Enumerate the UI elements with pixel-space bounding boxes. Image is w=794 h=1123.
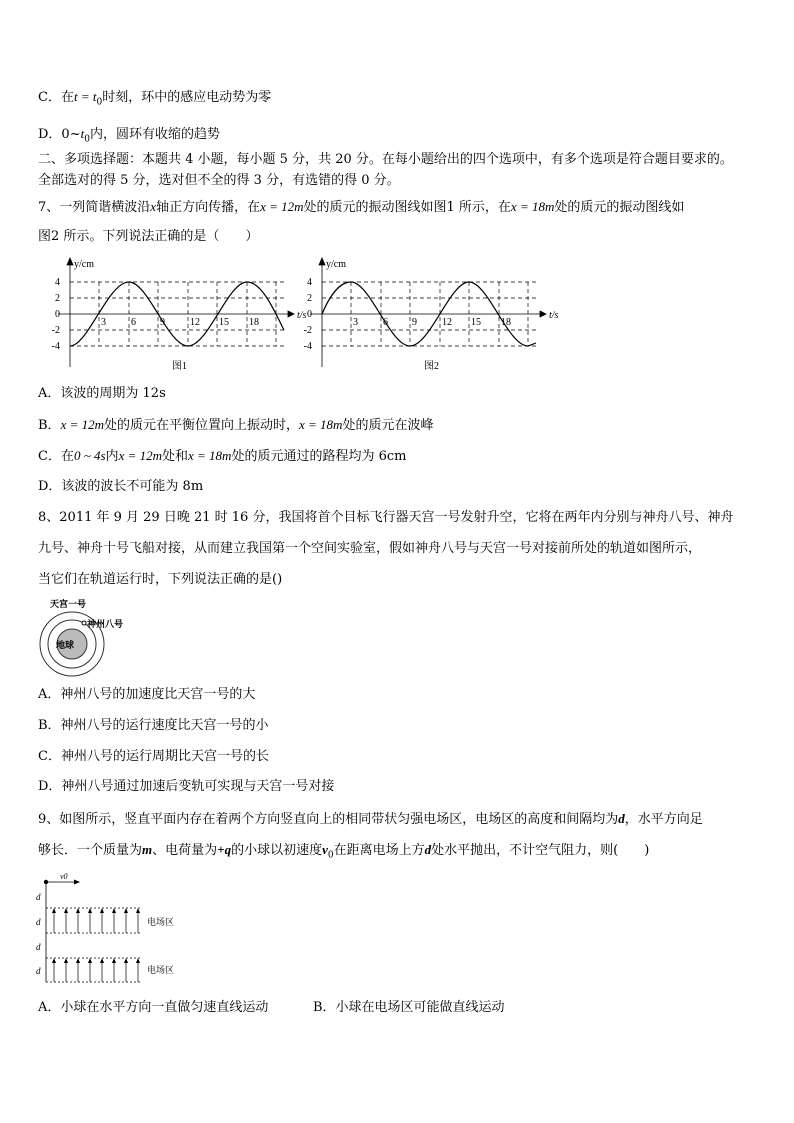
svg-text:y/cm: y/cm [326, 259, 346, 270]
q7-option-c: C．在0 ~ 4s内x = 12m处和x = 18m处的质元通过的路程均为 6cm [38, 448, 407, 464]
q8-option-d: D．神州八号通过加速后变轨可实现与天宫一号对接 [38, 779, 335, 794]
q7-option-d: D．该波的波长不可能为 8m [38, 479, 204, 494]
q6-option-c: C．在$t = t_0$时刻，环中的感应电动势为零 [38, 89, 272, 108]
q8-option-b: B．神州八号的运行速度比天宫一号的小 [38, 718, 269, 733]
q9-stem-line2: 够长．一个质量为m、电荷量为+q的小球以初速度$v_0$在距离电场上方d处水平抛出，不计空气阻力，则( ) [38, 842, 650, 861]
svg-text:12: 12 [442, 317, 452, 328]
q8-option-a: A．神州八号的加速度比天宫一号的大 [38, 687, 256, 702]
section2-line2: 全部选对的得 5 分，选对但不全的得 3 分，有选错的得 0 分。 [38, 173, 400, 188]
svg-text:y/cm: y/cm [74, 259, 94, 270]
svg-text:9: 9 [160, 317, 165, 328]
svg-text:12: 12 [190, 317, 200, 328]
svg-text:15: 15 [471, 317, 481, 328]
svg-text:18: 18 [501, 317, 511, 328]
svg-text:天宫一号: 天宫一号 [50, 599, 87, 609]
q9-stem-line1: 9、如图所示，竖直平面内存在着两个方向竖直向上的相同带状匀强电场区，电场区的高度和间隔均为d，水平方向足 [38, 811, 703, 827]
svg-text:6: 6 [131, 317, 136, 328]
q8-stem-line2: 九号、神舟十号飞船对接，从而建立我国第一个空间实验室，假如神舟八号与天宫一号对接前所处的轨道如图所示， [38, 541, 702, 556]
svg-text:v0: v0 [60, 872, 68, 881]
svg-text:6: 6 [383, 317, 388, 328]
q9-option-a: A．小球在水平方向一直做匀速直线运动 [38, 1000, 269, 1015]
svg-text:地球: 地球 [56, 640, 75, 650]
svg-text:4: 4 [55, 277, 60, 288]
svg-text:神州八号: 神州八号 [87, 619, 124, 629]
svg-text:电场区: 电场区 [147, 917, 175, 927]
q7-stem-line1: 7、一列简谐横波沿x轴正方向传播，在x = 12m处的质元的振动图线如图1 所示，在x = 18m处的质元的振动图线如 [38, 199, 685, 215]
svg-text:9: 9 [412, 317, 417, 328]
svg-text:18: 18 [249, 317, 259, 328]
svg-text:-2: -2 [303, 325, 312, 336]
vibration-graph-1 [48, 255, 328, 375]
q7-option-a: A．该波的周期为 12s [38, 386, 166, 401]
svg-text:d: d [36, 917, 41, 927]
svg-text:4: 4 [307, 277, 312, 288]
svg-text:2: 2 [55, 293, 60, 304]
svg-text:0: 0 [55, 309, 60, 320]
svg-text:d: d [36, 966, 41, 976]
svg-text:t/s: t/s [297, 310, 307, 321]
svg-text:3: 3 [353, 317, 358, 328]
svg-text:图2: 图2 [424, 361, 439, 372]
svg-text:图1: 图1 [172, 361, 187, 372]
vibration-graph-2 [300, 255, 580, 375]
svg-text:2: 2 [307, 293, 312, 304]
q8-stem-line3: 当它们在轨道运行时，下列说法正确的是() [38, 572, 283, 587]
svg-text:-2: -2 [51, 325, 60, 336]
svg-text:电场区: 电场区 [147, 965, 175, 975]
q8-stem-line1: 8、2011 年 9 月 29 日晚 21 时 16 分，我国将首个目标飞行器天宫一号发射升空，它将在两年内分别与神舟八号、神舟 [38, 510, 734, 525]
svg-text:0: 0 [307, 309, 312, 320]
q7-stem-line2: 图2 所示。下列说法正确的是（ ） [38, 229, 259, 244]
electric-field-diagram [30, 870, 200, 985]
svg-text:-4: -4 [51, 341, 60, 352]
q6-option-d: D．$0\sim t_0$内，圆环有收缩的趋势 [38, 126, 220, 145]
q7-option-b: B．x = 12m处的质元在平衡位置向上振动时，x = 18m处的质元在波峰 [38, 417, 434, 433]
svg-text:d: d [36, 892, 41, 902]
svg-text:d: d [36, 942, 41, 952]
orbit-diagram [34, 596, 144, 678]
svg-text:t/s: t/s [549, 310, 559, 321]
svg-text:3: 3 [101, 317, 106, 328]
q9-option-b: B．小球在电场区可能做直线运动 [313, 1000, 505, 1015]
section2-line1: 二、多项选择题：本题共 4 小题，每小题 5 分，共 20 分。在每小题给出的四个选项中，有多个选项是符合题目要求的。 [38, 152, 733, 167]
q8-option-c: C．神州八号的运行周期比天宫一号的长 [38, 749, 269, 764]
svg-text:15: 15 [219, 317, 229, 328]
svg-text:-4: -4 [303, 341, 312, 352]
